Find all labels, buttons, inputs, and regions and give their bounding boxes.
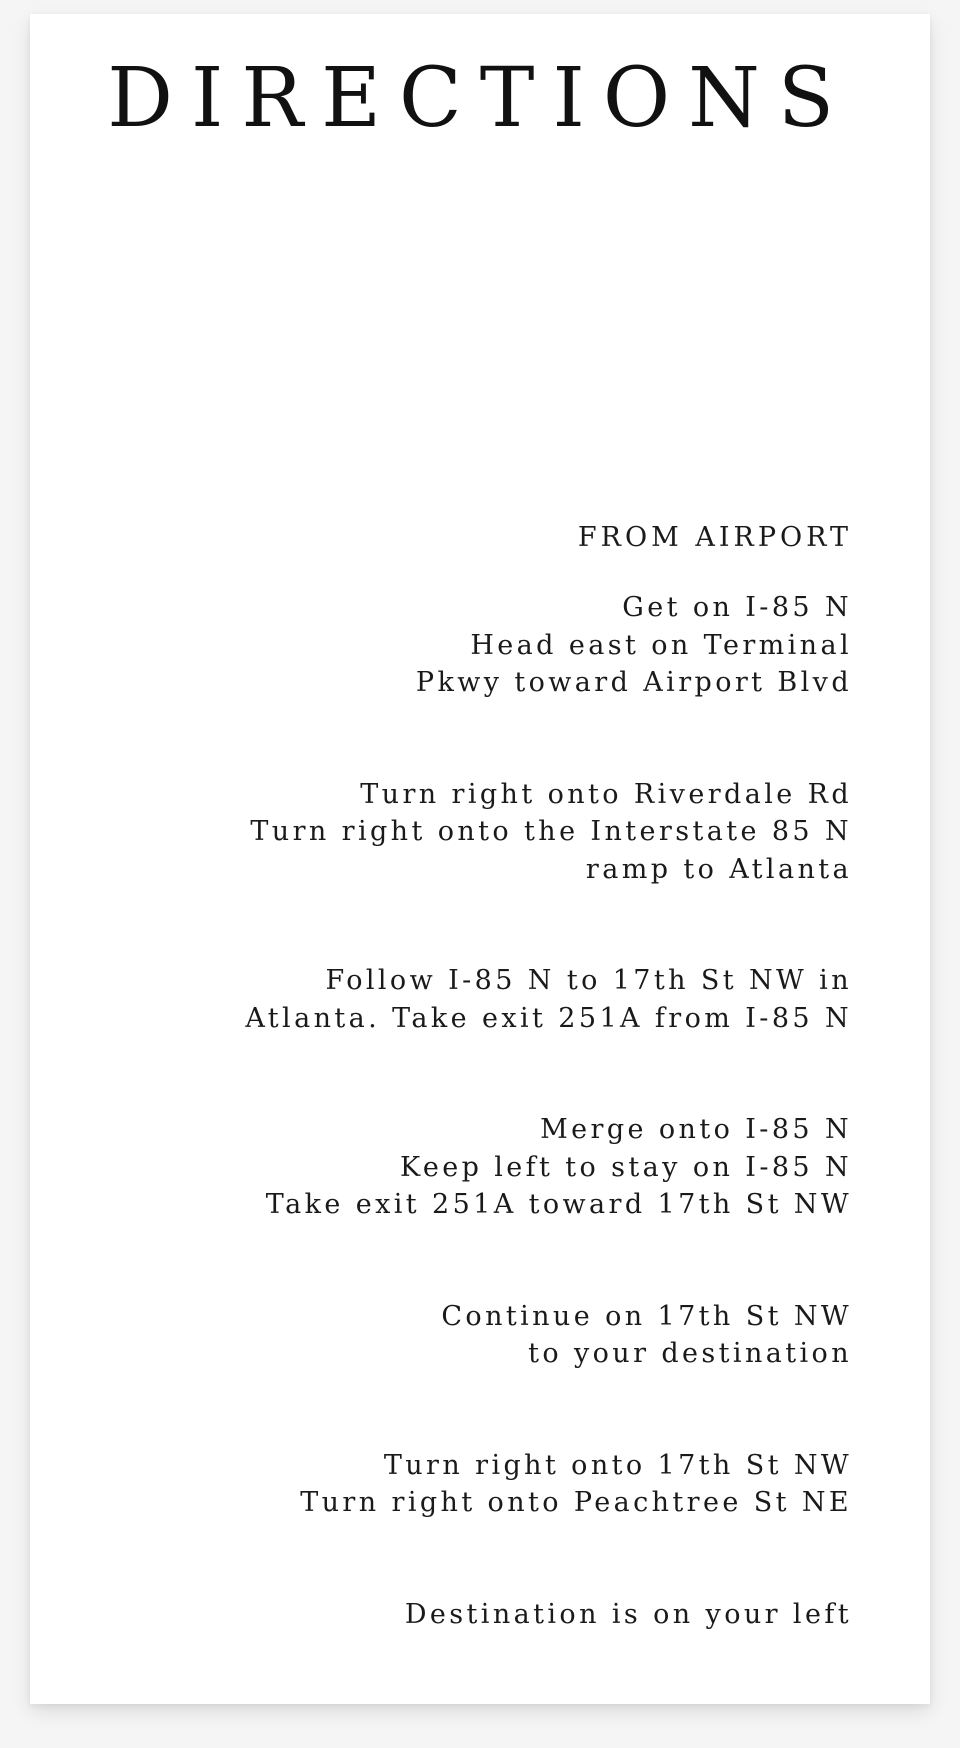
direction-step-7: [32, 1596, 852, 1634]
step-line: Atlanta. Take exit 251A from I-85 N: [245, 1002, 852, 1034]
direction-step-4: [32, 1111, 852, 1224]
step-line: Head east on Terminal: [470, 629, 852, 661]
direction-step-2: [32, 776, 852, 889]
directions-card: [30, 14, 930, 1704]
step-line: to your destination: [528, 1338, 852, 1369]
direction-step-1: [32, 589, 852, 702]
step-line: Destination is on your left: [404, 1598, 852, 1630]
step-line: Merge onto I-85 N: [540, 1114, 852, 1145]
direction-step-5: [32, 1298, 852, 1373]
step-line: Follow I-85 N to 17th St NW in: [325, 965, 852, 996]
step-line: Get on I-85 N: [622, 592, 852, 623]
step-line: Turn right onto the Interstate 85 N: [250, 816, 852, 847]
step-line: Turn right onto 17th St NW: [383, 1449, 852, 1481]
step-line: Continue on 17th St NW: [441, 1300, 852, 1332]
section-heading: FROM AIRPORT: [577, 522, 852, 553]
step-line: Turn right onto Riverdale Rd: [360, 778, 852, 810]
step-line: Take exit 251A toward 17th St NW: [265, 1189, 852, 1220]
direction-step-3: [32, 962, 852, 1037]
page-title: DIRECTIONS: [107, 51, 852, 146]
step-line: Keep left to stay on I-85 N: [399, 1151, 852, 1183]
step-line: Turn right onto Peachtree St NE: [300, 1487, 852, 1518]
step-line: ramp to Atlanta: [585, 853, 852, 885]
step-line: Pkwy toward Airport Blvd: [415, 667, 852, 698]
direction-step-6: [32, 1447, 852, 1522]
directions-content: [32, 519, 852, 1633]
